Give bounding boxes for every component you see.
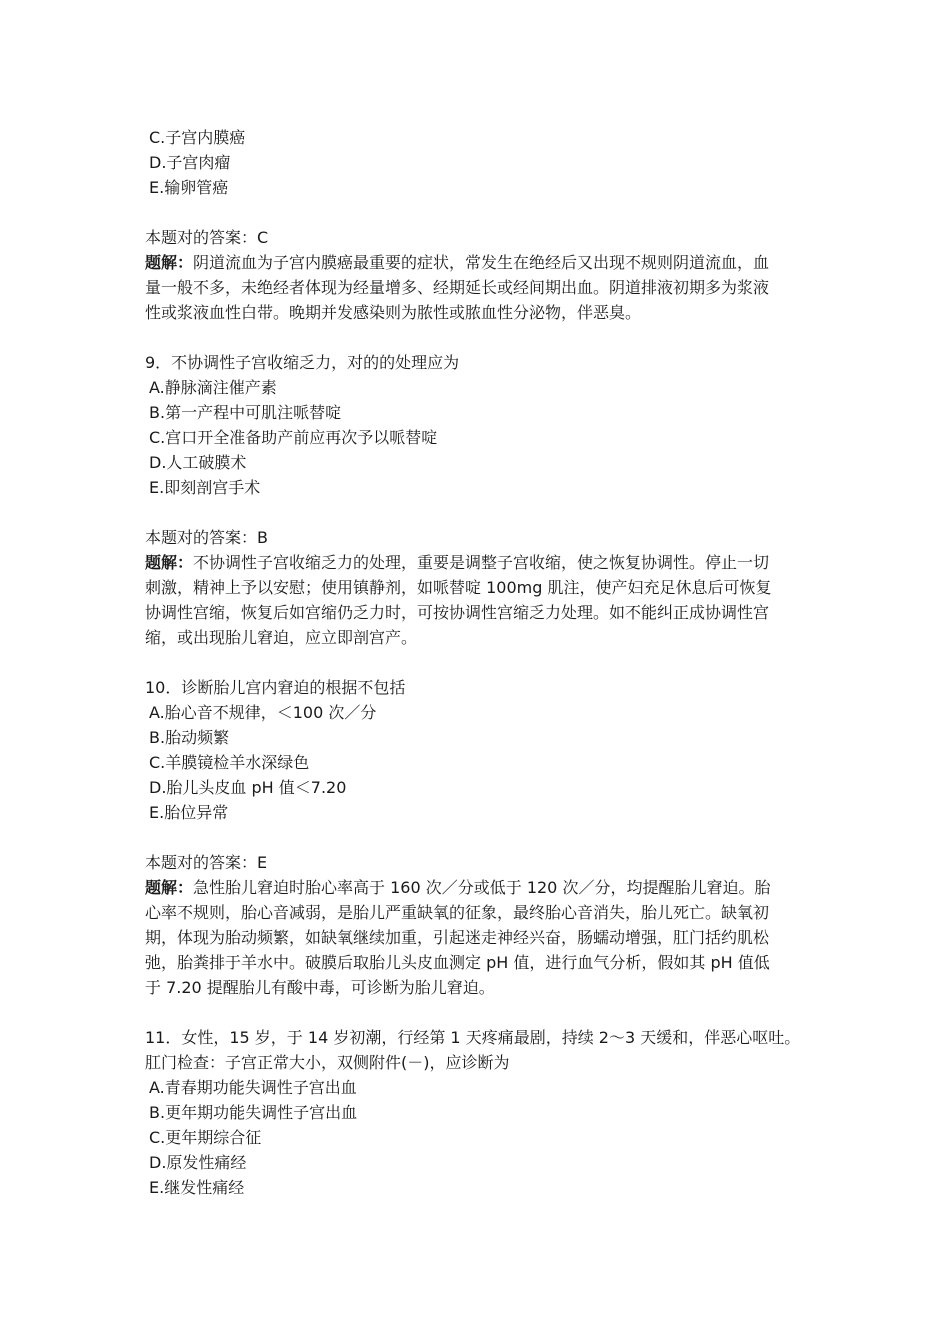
question-10-block bbox=[145, 675, 825, 1025]
explanation-line-1: 题解：急性胎儿窘迫时胎心率高于 160 次／分或低于 120 次／分，均提醒胎儿窘迫。胎 bbox=[145, 878, 771, 897]
answer-line: 本题对的答案：E bbox=[145, 853, 268, 872]
explanation-line-4: 缩，或出现胎儿窘迫，应立即剖宫产。 bbox=[145, 628, 418, 647]
explanation-line-3: 期，体现为胎动频繁，如缺氧继续加重，引起迷走神经兴奋，肠蠕动增强，肛门括约肌松 bbox=[145, 928, 770, 947]
explanation-line-2: 刺激，精神上予以安慰；使用镇静剂，如哌替啶 100mg 肌注，使产妇充足休息后可恢复 bbox=[145, 578, 772, 597]
answer-line: 本题对的答案：C bbox=[145, 228, 269, 247]
explanation-line-3: 性或浆液血性白带。晚期并发感染则为脓性或脓血性分泌物，伴恶臭。 bbox=[145, 303, 642, 322]
explanation-line-3: 协调性宫缩，恢复后如宫缩仍乏力时，可按协调性宫缩乏力处理。如不能纠正成协调性宫 bbox=[145, 603, 770, 622]
option-b: B.第一产程中可肌注哌替啶 bbox=[149, 403, 342, 422]
option-c: C.羊膜镜检羊水深绿色 bbox=[149, 753, 310, 772]
explanation-line-1: 题解：阴道流血为子宫内膜癌最重要的症状，常发生在绝经后又出现不规则阴道流血，血 bbox=[145, 253, 770, 272]
option-e: E.胎位异常 bbox=[149, 803, 229, 822]
explanation-label: 题解： bbox=[145, 253, 194, 272]
option-c: C.更年期综合征 bbox=[149, 1128, 262, 1147]
option-a: A.青春期功能失调性子宫出血 bbox=[149, 1078, 357, 1097]
question-stem-line-1: 11．女性，15 岁，于 14 岁初潮，行经第 1 天疼痛最剧，持续 2～3 天缓和，伴恶心呕吐。 bbox=[145, 1028, 801, 1047]
explanation-label: 题解： bbox=[145, 878, 194, 897]
option-a: A.静脉滴注催产素 bbox=[149, 378, 277, 397]
option-b: B.胎动频繁 bbox=[149, 728, 230, 747]
option-d: D.人工破膜术 bbox=[149, 453, 247, 472]
question-stem: 9．不协调性子宫收缩乏力，对的的处理应为 bbox=[145, 353, 460, 372]
option-c: C.子宫内膜癌 bbox=[149, 128, 246, 147]
question-stem-line-2: 肛门检查：子宫正常大小，双侧附件(－)，应诊断为 bbox=[145, 1053, 510, 1072]
explanation-label: 题解： bbox=[145, 553, 194, 572]
option-c: C.宫口开全准备助产前应再次予以哌替啶 bbox=[149, 428, 438, 447]
explanation-line-2: 量一般不多，未绝经者体现为经量增多、经期延长或经间期出血。阴道排液初期多为浆液 bbox=[145, 278, 770, 297]
answer-line: 本题对的答案：B bbox=[145, 528, 268, 547]
option-d: D.子宫肉瘤 bbox=[149, 153, 231, 172]
option-d: D.胎儿头皮血 pH 值＜7.20 bbox=[149, 778, 347, 797]
option-e: E.继发性痛经 bbox=[149, 1178, 245, 1197]
option-b: B.更年期功能失调性子宫出血 bbox=[149, 1103, 358, 1122]
option-e: E.输卵管癌 bbox=[149, 178, 229, 197]
question-8-block bbox=[145, 125, 825, 350]
explanation-line-2: 心率不规则，胎心音减弱，是胎儿严重缺氧的征象，最终胎心音消失，胎儿死亡。缺氧初 bbox=[145, 903, 770, 922]
option-d: D.原发性痛经 bbox=[149, 1153, 247, 1172]
explanation-line-4: 弛，胎粪排于羊水中。破膜后取胎儿头皮血测定 pH 值，进行血气分析，假如其 pH 值低 bbox=[145, 953, 770, 972]
document-page bbox=[145, 125, 825, 1200]
explanation-line-1: 题解：不协调性子宫收缩乏力的处理，重要是调整子宫收缩，使之恢复协调性。停止一切 bbox=[145, 553, 770, 572]
option-a: A.胎心音不规律，＜100 次／分 bbox=[149, 703, 377, 722]
option-e: E.即刻剖宫手术 bbox=[149, 478, 261, 497]
question-stem: 10．诊断胎儿宫内窘迫的根据不包括 bbox=[145, 678, 406, 697]
explanation-line-5: 于 7.20 提醒胎儿有酸中毒，可诊断为胎儿窘迫。 bbox=[145, 978, 495, 997]
question-9-block bbox=[145, 350, 825, 675]
question-11-block bbox=[145, 1025, 825, 1200]
